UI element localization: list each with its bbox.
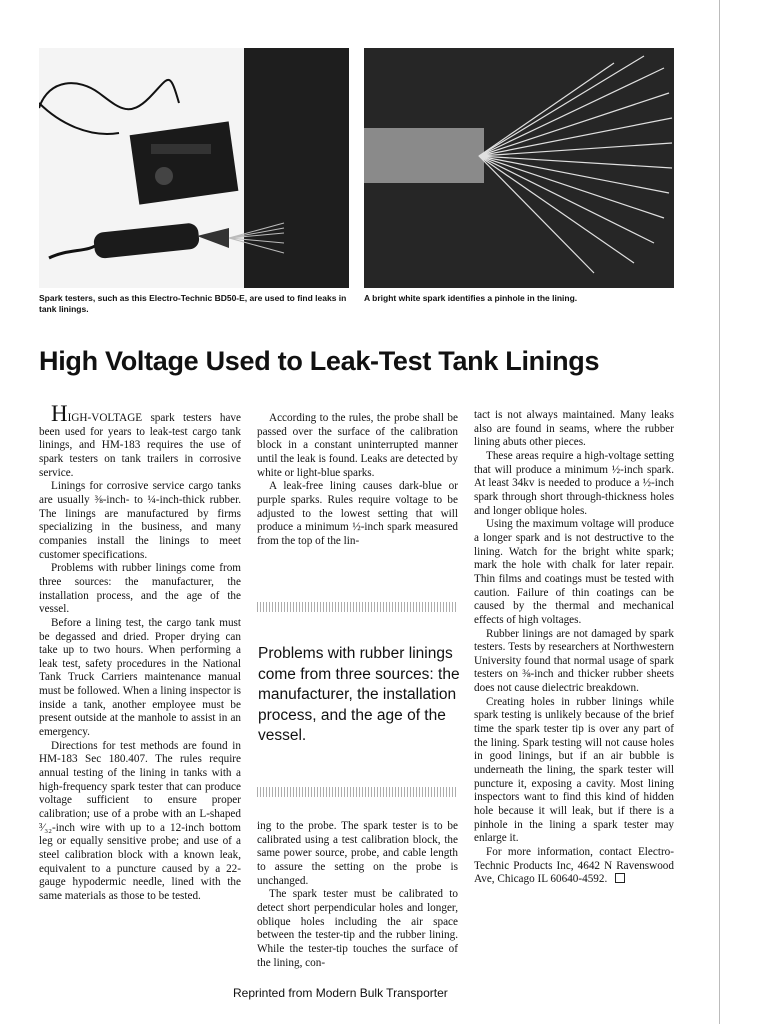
paragraph: These areas require a high-voltage setting that will produce a minimum ½-inch spark. At least 34kv is needed to produce a ½-inch spark through short through-thickness holes and longer oblique holes. [474, 449, 674, 517]
drop-cap: H [51, 401, 68, 426]
paragraph: Directions for test methods are found in HM-183 Sec 180.407. The rules require annual testing of the lining in tanks with a high-frequency spark tester that can produce voltage sufficient to ensure proper calibration; use of a probe with an L-shaped ³⁄₃₂-inch wire with up to a 12-inch bottom leg or equally sensitive probe; and use of a steel calibration block with a known leak, equivalent to a puncture caused by a 22-gauge hypodermic needle, lined with the same materials as those to be tested. [39, 739, 241, 902]
spark-photo [364, 48, 674, 288]
pullquote-divider-top [257, 602, 458, 612]
lead-text: spark testers have been used for years to leak-test cargo tank linings, and HM-183 requires the use of spark testers on tank trailers in corrosive service. [39, 412, 241, 479]
paragraph: tact is not always maintained. Many leaks also are found in seams, where the rubber lining abuts other pieces. [474, 409, 674, 449]
paragraph: A leak-free lining causes dark-blue or purple sparks. Rules require voltage to be adjusted to the lowest setting that will produce a minimum ½-inch spark measured from the top of the lin- [257, 480, 458, 547]
pullquote-divider-bottom [257, 787, 458, 797]
paragraph: Before a lining test, the cargo tank must be degassed and dried. Proper drying can take up to two hours. When performing a leak test, safety procedures in the National Tank Truck Carriers maintenance manual must be followed. When a lining inspector is inside a tank, another employee must be present outside at the manhole to assist in an emergency. [39, 616, 241, 739]
paragraph: Linings for corrosive service cargo tanks are usually ⅜-inch- to ¼-inch-thick rubber. The linings are manufactured by firms specializing in the business, and many companies install the linings to meet customer specifications. [39, 480, 241, 561]
article-headline: High Voltage Used to Leak-Test Tank Linings [39, 346, 600, 376]
paragraph [39, 401, 241, 480]
paragraph [474, 846, 674, 887]
article-column-2 [257, 412, 458, 549]
paragraph: ing to the probe. The spark tester is to be calibrated using a test calibration block, the same power source, probe, and cable length to assure the setting on the probe is unchanged. [257, 820, 458, 887]
end-mark-icon [615, 873, 625, 883]
paragraph: According to the rules, the probe shall be passed over the surface of the calibration block in a constant uninterrupted manner until the leak is found. Leaks are detected by white or light-blue sparks. [257, 412, 458, 479]
page-edge [719, 0, 720, 1024]
contact-text: For more information, contact Electro-Technic Products Inc, 4642 N Ravenswood Ave, Chicago IL 60640-4592. [474, 846, 674, 886]
photo-caption-left: Spark testers, such as this Electro-Technic BD50-E, are used to find leaks in tank linings. [39, 293, 347, 314]
lead-smallcaps: IGH-VOLTAGE [67, 412, 143, 424]
article-column-2-continued [257, 820, 458, 970]
spark-tester-photo [39, 48, 349, 288]
paragraph: Creating holes in rubber linings while spark testing is unlikely because of the brief time the spark tester tip is over any part of the lining. Spark testing will not cause holes in good linings, but if an air bubble is underneath the lining, the spark tester will puncture it, exposing a cavity. Most lining inspectors want to find this kind of hidden hole because it will leak, but if there is a pinhole in the lining a spark tester may enlarge it. [474, 695, 674, 845]
article-column-3 [474, 409, 674, 887]
photo-caption-right: A bright white spark identifies a pinhole in the lining. [364, 293, 578, 303]
article-column-1 [39, 401, 241, 904]
reprint-footer: Reprinted from Modern Bulk Transporter [233, 986, 448, 1000]
paragraph: The spark tester must be calibrated to detect short perpendicular holes and longer, oblique holes including the air space between the tester-tip and the rubber lining. While the tester-tip touches the surface of the lining, con- [257, 888, 458, 969]
paragraph: Problems with rubber linings come from three sources: the manufacturer, the installation process, and the age of the vessel. [39, 562, 241, 616]
paragraph: Rubber linings are not damaged by spark testers. Tests by researchers at Northwestern University found that normal usage of spark testers on ⅜-inch and thicker rubber sheets does not cause dielectric breakdown. [474, 627, 674, 695]
pull-quote: Problems with rubber linings come from three sources: the manufacturer, the installation process, and the age of the vessel. [258, 645, 460, 744]
paragraph: Using the maximum voltage will produce a longer spark and is not destructive to the lining. Watch for the bright white spark; mark the hole with chalk for later repair. Thin films and coatings must be tested with caution. Failure of thin coatings can be caused by the thermal and mechanical effects of high voltages. [474, 518, 674, 626]
